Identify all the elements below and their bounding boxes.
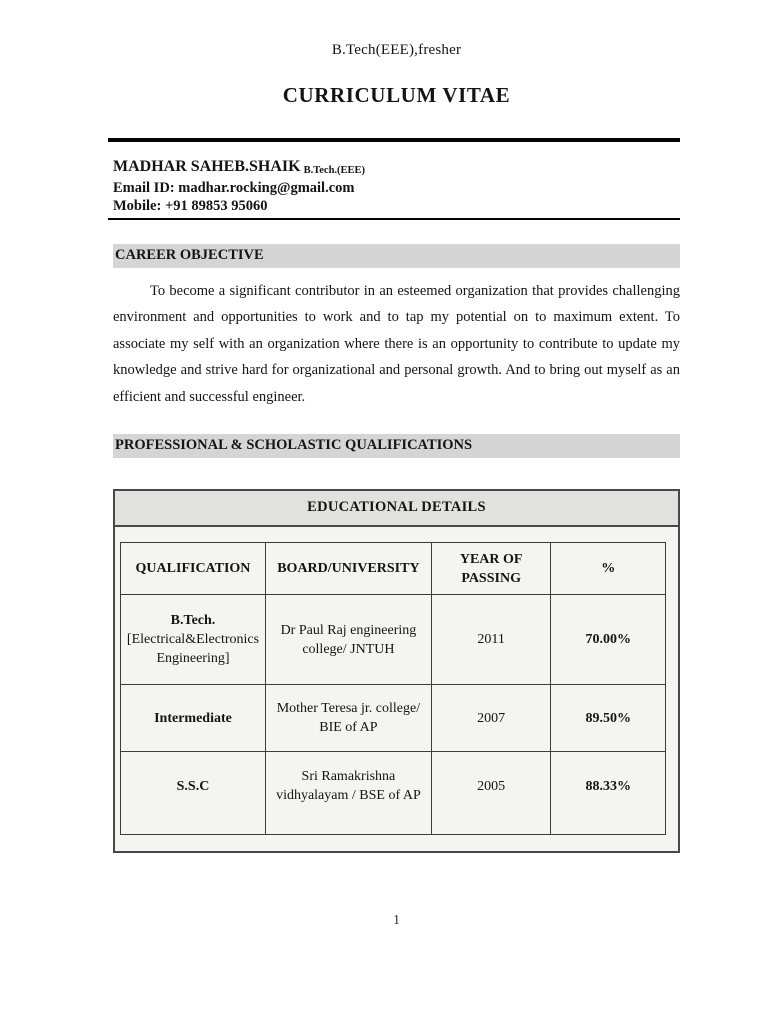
qualification-detail: [Electrical&Electronics Engineering] [126, 632, 260, 666]
career-objective-text: To become a significant contributor in an esteemed organization that provides challenging environment and opportunities to work and to tap my potential on to maximum extent. To associate my self with an organization where there is an opportunity to contribute to update my knowledge and strive hard for organizational and personal growth. And to bring out myself as an efficient and successful engineer. [113, 282, 680, 405]
table-row [121, 752, 666, 835]
column-header-percent: % [551, 543, 666, 595]
divider-thin [108, 218, 680, 220]
document-subtitle: B.Tech(EEE),fresher [331, 42, 462, 58]
contact-name: MADHAR SAHEB.SHAIK [113, 158, 301, 175]
qualifications-heading: PROFESSIONAL & SCHOLASTIC QUALIFICATIONS [113, 434, 680, 458]
cell-qualification [121, 595, 266, 685]
document-title: CURRICULUM VITAE [282, 83, 511, 107]
cell-qualification [121, 752, 266, 835]
table-row [121, 595, 666, 685]
table-row [121, 685, 666, 752]
qualification-name: B.Tech. [170, 613, 216, 628]
cell-year: 2011 [431, 595, 551, 685]
cell-year: 2005 [431, 752, 551, 835]
contact-mobile: Mobile: +91 89853 95060 [113, 198, 268, 214]
educational-details-box [113, 489, 680, 853]
career-objective-heading: CAREER OBJECTIVE [113, 244, 680, 268]
table-header-row [121, 543, 666, 595]
educational-details-title: EDUCATIONAL DETAILS [115, 491, 678, 527]
educational-details-inner [115, 527, 678, 851]
qualifications-table [120, 542, 666, 835]
cell-year: 2007 [431, 685, 551, 752]
cell-percent: 88.33% [551, 752, 666, 835]
column-header-board-university: BOARD/UNIVERSITY [265, 543, 431, 595]
cell-qualification [121, 685, 266, 752]
cell-board: Dr Paul Raj engineering college/ JNTUH [265, 595, 431, 685]
page-number: 1 [393, 913, 400, 928]
cell-board: Sri Ramakrishna vidhyalayam / BSE of AP [265, 752, 431, 835]
cell-board: Mother Teresa jr. college/ BIE of AP [265, 685, 431, 752]
column-header-year-of-passing: YEAR OF PASSING [431, 543, 551, 595]
contact-name-line [113, 158, 680, 179]
cell-percent: 89.50% [551, 685, 666, 752]
qualification-name: Intermediate [154, 710, 232, 726]
qualification-name: S.S.C [176, 778, 210, 794]
cv-content [113, 0, 680, 929]
contact-block [113, 158, 680, 216]
divider-thick [108, 138, 680, 142]
contact-email: Email ID: madhar.rocking@gmail.com [113, 179, 355, 196]
column-header-qualification: QUALIFICATION [121, 543, 266, 595]
contact-name-suffix: B.Tech.(EEE) [303, 164, 366, 176]
cell-percent: 70.00% [551, 595, 666, 685]
